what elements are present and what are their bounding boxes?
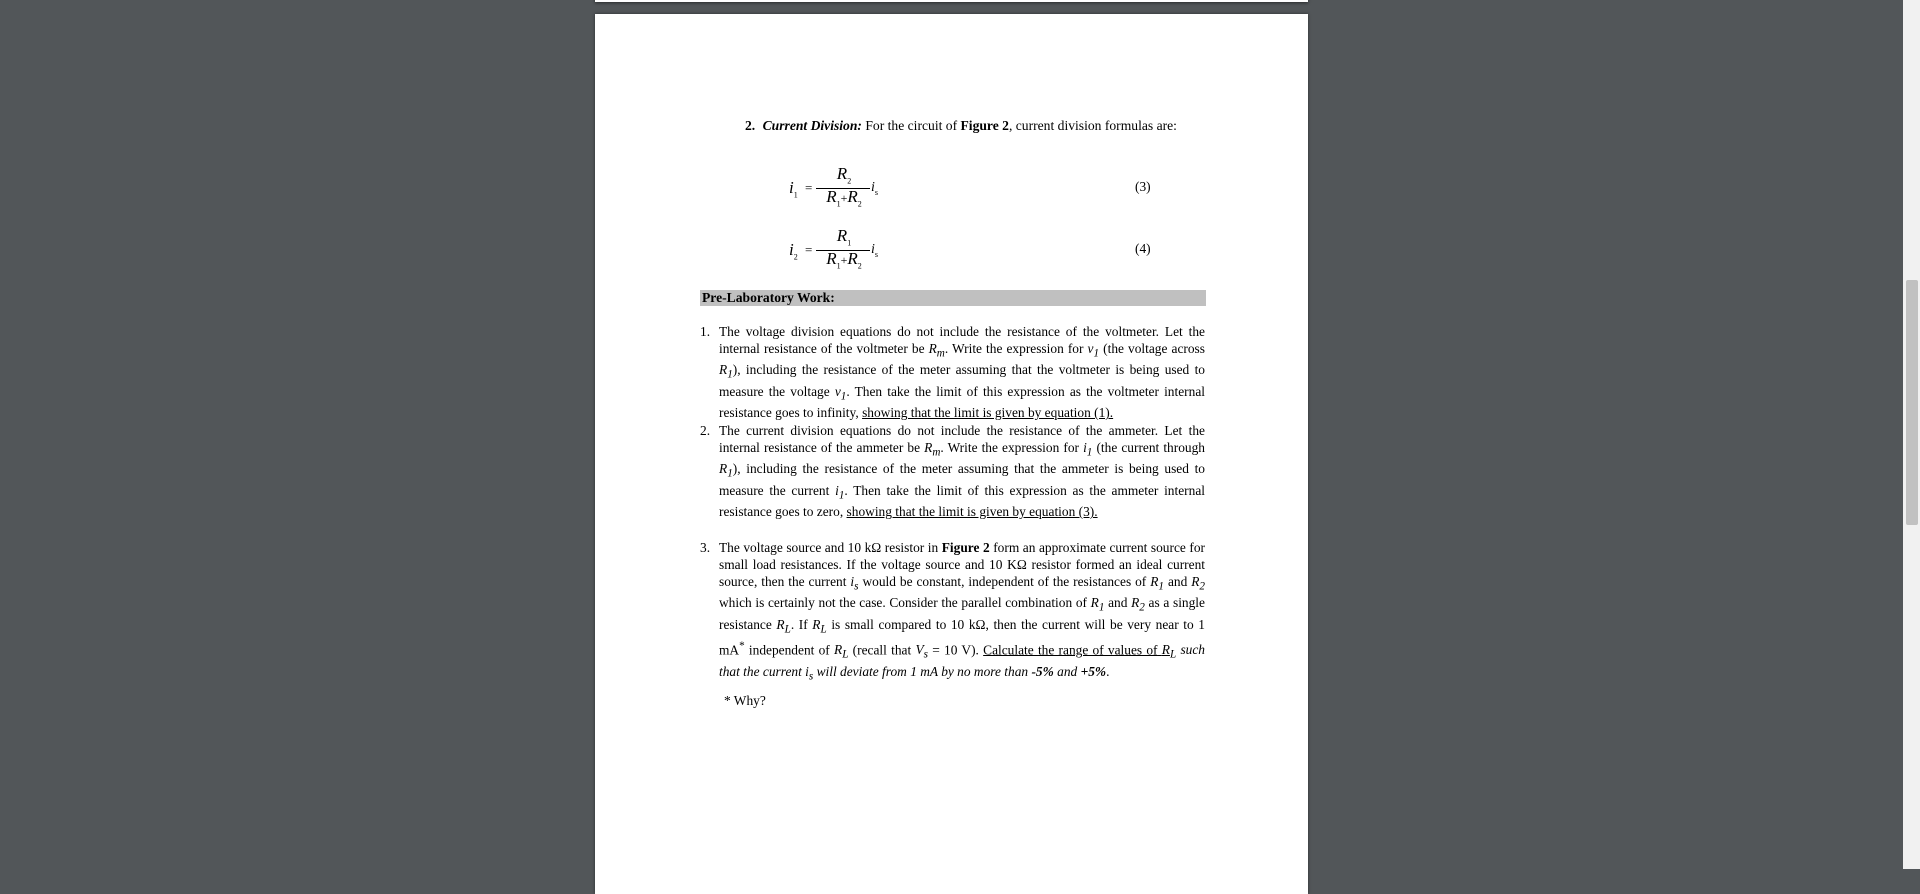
prelab-item-2 <box>700 423 1205 521</box>
prelab-item-1 <box>700 324 1205 422</box>
eq3-lhs: $i_1$ <box>789 178 798 200</box>
item-body: The voltage source and 10 kΩ resistor in Figure 2 form an approximate current source for small load resistances. If the voltage source and 10 KΩ resistor formed an ideal current source, then the current $i_s$ would be constant, independent of the resistances of $R_1$ and $R_2$ which is certainly not the case. Consider the parallel combination of $R_1$ and $R_2$ as a single resistance $R_L$. If $R_L$ is small compared to 10 kΩ, then the current will be very near to 1 mA* independent of $R_L$ (recall that $V_s = 10$ V). Calculate the range of values of $R_L$ such that the current $i_s$ will deviate from 1 mA by no more than -5% and +5%. <box>719 540 1205 683</box>
page-content <box>595 14 1308 894</box>
previous-page-edge <box>595 0 1308 2</box>
eq3-equals: = <box>805 180 813 195</box>
eq4-denominator: $R_1+R_2$ <box>826 249 862 271</box>
figure-reference: Figure 2 <box>960 118 1009 133</box>
eq3-denominator: $R_1+R_2$ <box>826 187 862 209</box>
eq3-numerator: $R_2$ <box>836 164 852 186</box>
section-intro-end: , current division formulas are: <box>1008 118 1177 133</box>
prelab-heading: Pre-Laboratory Work: <box>700 290 1206 306</box>
equation-3 <box>789 166 899 214</box>
section-number: 2. <box>745 118 756 133</box>
equation-4 <box>789 228 899 276</box>
item-3-emphasis: Calculate the range of values of $R_L$ <box>983 642 1177 662</box>
item-1-emphasis: showing that the limit is given by equation (1). <box>862 405 1114 421</box>
section-intro: For the circuit of <box>865 118 958 133</box>
equation-number-3: (3) <box>1135 179 1151 194</box>
prelab-item-3 <box>700 540 1205 685</box>
eq3-tail: $i_s$ <box>871 180 879 197</box>
eq4-tail: $i_s$ <box>871 242 879 259</box>
section-title: Current Division: <box>762 118 862 133</box>
equation-number-4: (4) <box>1135 241 1151 256</box>
eq4-numerator: $R_1$ <box>836 226 852 248</box>
eq4-lhs: $i_2$ <box>789 240 798 262</box>
item-body: The current division equations do not include the resistance of the ammeter. Let the internal resistance of the ammeter be $R_m$. Write the expression for $i_1$ (the current through $R_1$), including the resistance of the meter assuming that the ammeter is being used to measure the current $i_1$. Then take the limit of this expression as the ammeter internal resistance goes to zero, showing that the limit is given by equation (3). <box>719 423 1205 520</box>
vertical-scrollbar[interactable] <box>1903 0 1920 869</box>
item-body: The voltage division equations do not include the resistance of the voltmeter. Let the internal resistance of the voltmeter be $R_m$. Write the expression for $v_1$ (the voltage across $R_1$), including the resistance of the meter assuming that the voltmeter is being used to measure the voltage $v_1$. Then take the limit of this expression as the voltmeter internal resistance goes to infinity, showing that the limit is given by equation (1). <box>719 324 1205 421</box>
section-heading <box>745 118 1177 135</box>
item-marker: 2. <box>700 423 711 438</box>
item-marker: 1. <box>700 324 711 339</box>
item-2-emphasis: showing that the limit is given by equation (3). <box>846 504 1098 520</box>
eq4-equals: = <box>805 242 813 257</box>
scrollbar-thumb[interactable] <box>1906 280 1918 525</box>
item-marker: 3. <box>700 540 711 555</box>
footnote-why: * Why? <box>724 693 766 708</box>
document-page <box>595 14 1308 894</box>
